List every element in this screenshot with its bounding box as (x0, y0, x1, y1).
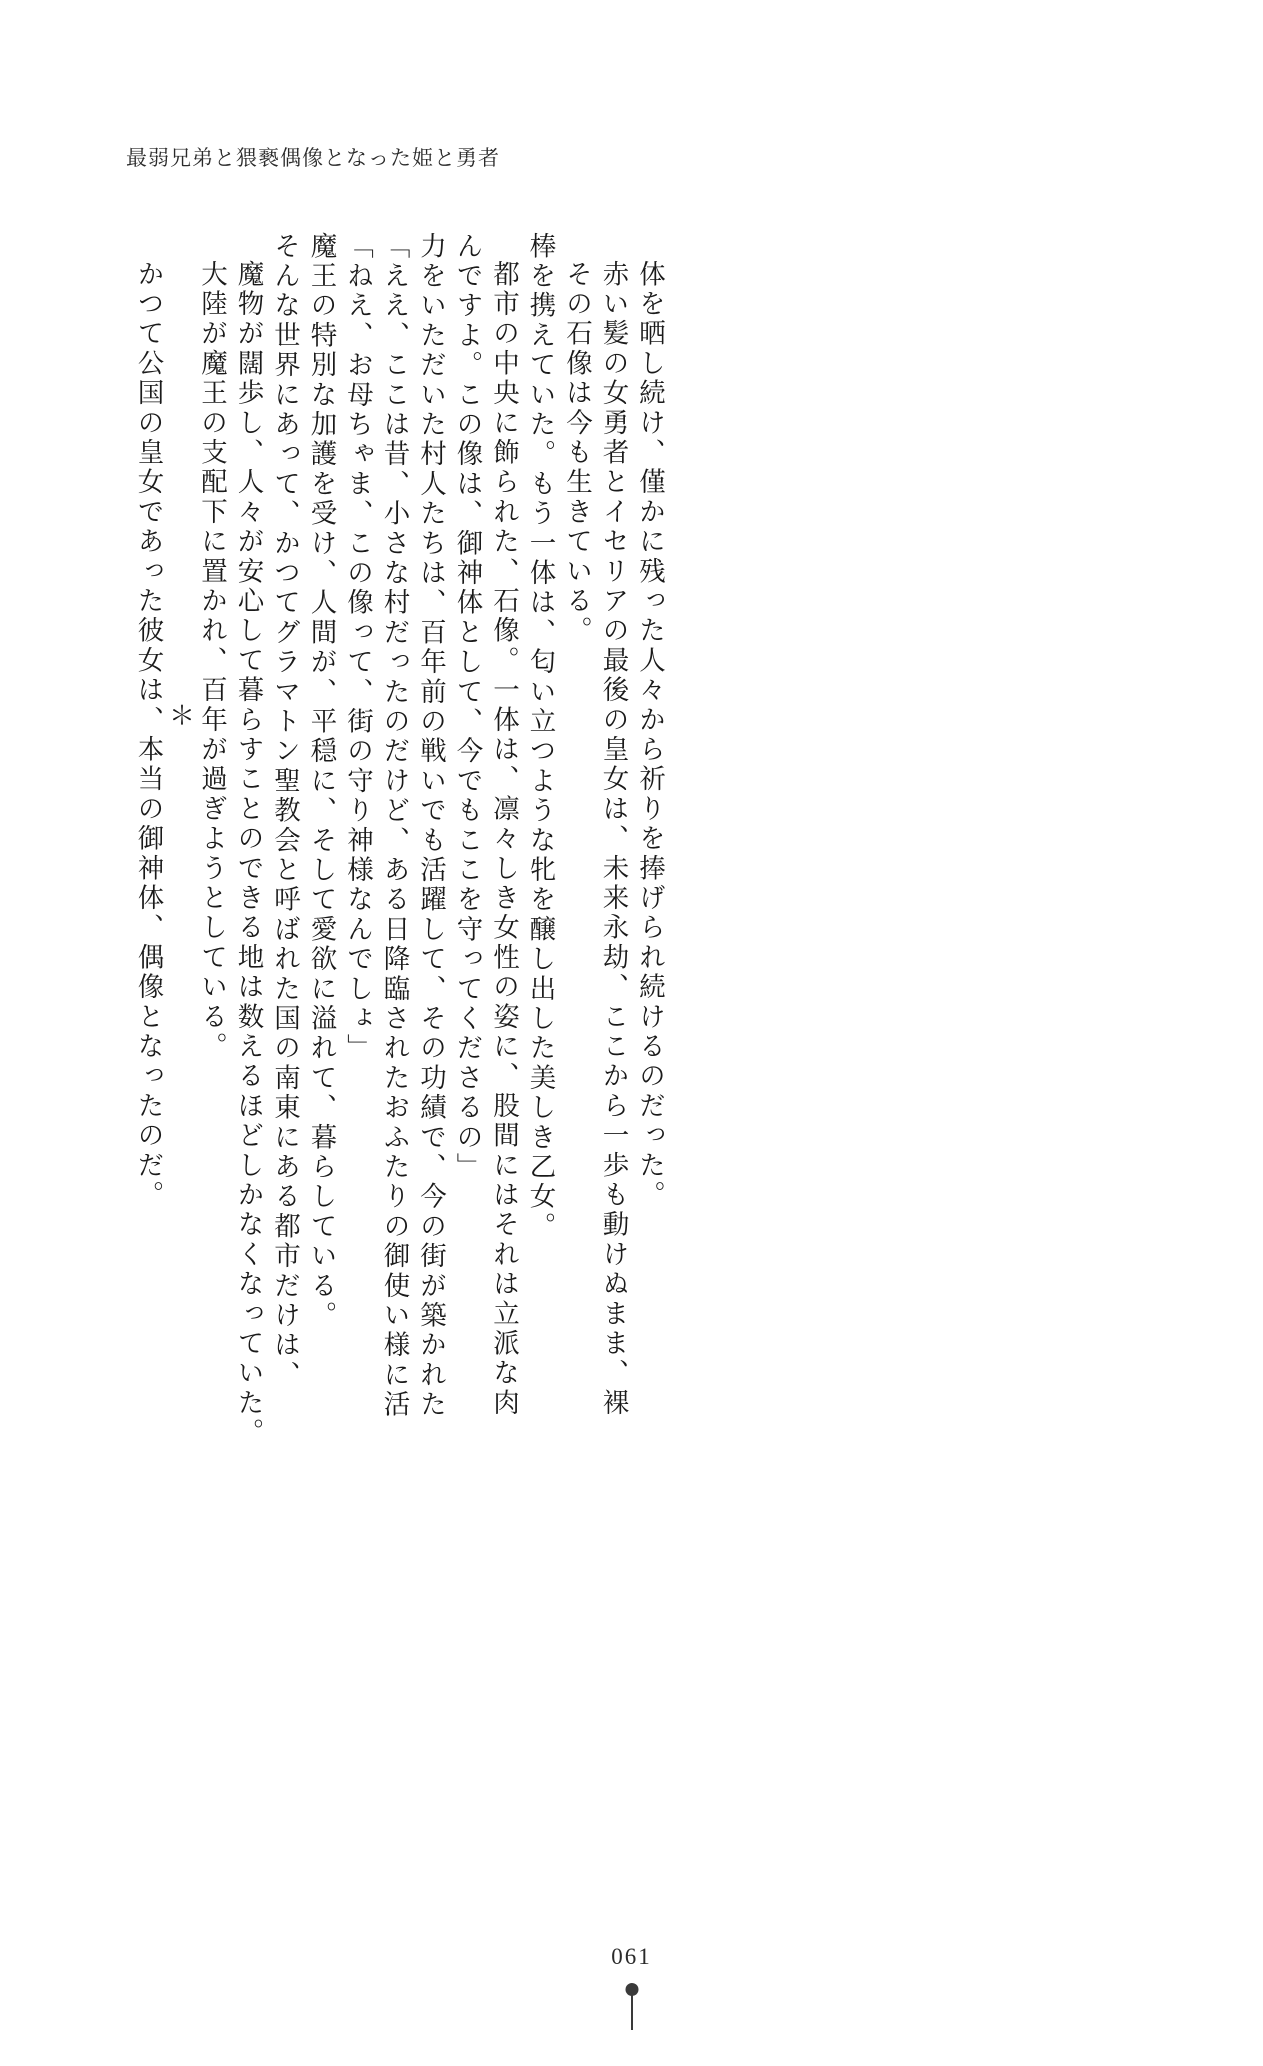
text-column: 魔王の特別な加護を受け、人間が、平穏に、そして愛欲に溢れて、暮らしている。 (306, 232, 337, 1331)
text-column: 棒を携えていた。もう一体は、匂い立つような牝を醸し出した美しき乙女。 (525, 232, 556, 1242)
vertical-text-body (135, 232, 1145, 1552)
text-column: 「ねえ、お母ちゃま、この像って、街の守り神様なんでしょ」 (343, 232, 373, 1064)
text-column: 都市の中央に飾られた、石像。一体は、凛々しき女性の姿に、股間にはそれは立派な肉 (489, 260, 519, 1419)
text-column: 「ええ、ここは昔、小さな村だったのだけど、ある日降臨されたおふたりの御使い様に活 (379, 232, 410, 1420)
page-number: 061 (611, 1944, 652, 1969)
text-column: そんな世界にあって、かつてグラマトン聖教会と呼ばれた国の南東にある都市だけは、 (270, 232, 300, 1391)
text-column: 力をいただいた村人たちは、百年前の戦いでも活躍して、その功績で、今の街が築かれた (416, 232, 446, 1420)
section-separator: ＊ (165, 702, 195, 728)
text-column: かつて公国の皇女であった彼女は、本当の御神体、偶像となったのだ。 (133, 260, 164, 1211)
text-column: 魔物が闊歩し、人々が安心して暮らすことのできる地は数えるほどしかなくなっていた。 (233, 260, 264, 1448)
text-column: 体を晒し続け、僅かに残った人々から祈りを捧げられ続けるのだった。 (635, 260, 665, 1211)
text-column: その石像は今も生きている。 (562, 260, 592, 647)
text-column: んですよ。この像は、御神体として、今でもここを守ってくださるの」 (452, 232, 483, 1183)
text-column: 赤い髪の女勇者とイセリアの最後の皇女は、未来永劫、ここから一歩も動けぬまま、裸 (598, 260, 629, 1419)
text-column: 大陸が魔王の支配下に置かれ、百年が過ぎようとしている。 (197, 260, 227, 1062)
running-header: 最弱兄弟と猥褻偶像となった姫と勇者 (126, 146, 500, 170)
footer-line-ornament (631, 1990, 633, 2030)
